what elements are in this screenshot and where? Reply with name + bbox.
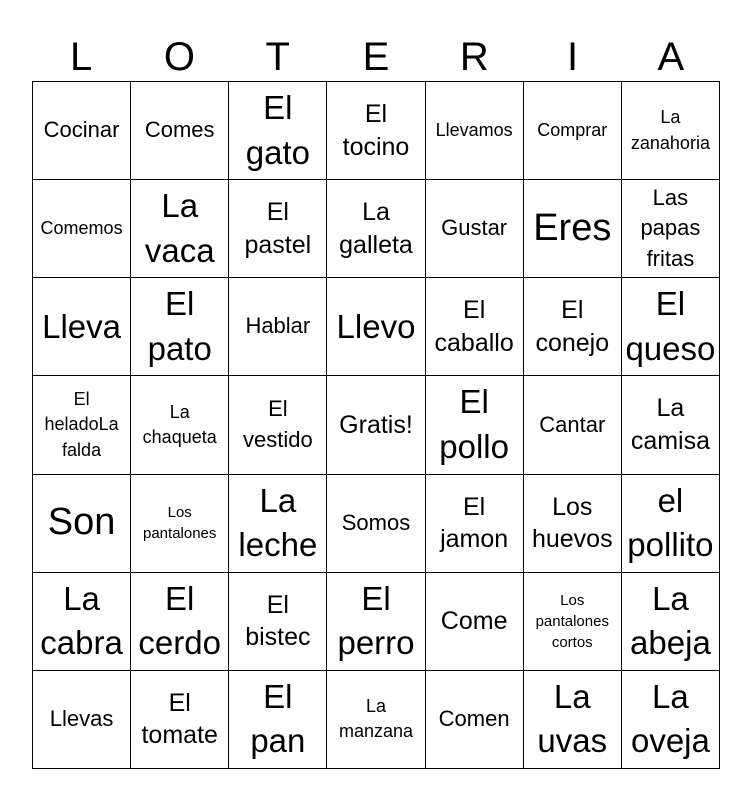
board-title: [32, 32, 720, 82]
bingo-cell[interactable]: El queso: [622, 278, 720, 376]
bingo-cell[interactable]: Llevas: [33, 671, 131, 769]
bingo-cell[interactable]: Eres: [524, 180, 622, 278]
bingo-cell[interactable]: El tocino: [327, 82, 425, 180]
bingo-cell[interactable]: Comprar: [524, 82, 622, 180]
bingo-cell[interactable]: Comes: [131, 82, 229, 180]
bingo-cell[interactable]: La camisa: [622, 376, 720, 474]
bingo-cell[interactable]: Come: [426, 573, 524, 671]
bingo-cell[interactable]: La leche: [229, 475, 327, 573]
bingo-cell[interactable]: El conejo: [524, 278, 622, 376]
bingo-cell[interactable]: El cerdo: [131, 573, 229, 671]
bingo-cell[interactable]: Los huevos: [524, 475, 622, 573]
bingo-cell[interactable]: Gustar: [426, 180, 524, 278]
bingo-cell[interactable]: El pan: [229, 671, 327, 769]
bingo-cell[interactable]: El heladoLa falda: [33, 376, 131, 474]
bingo-cell[interactable]: La cabra: [33, 573, 131, 671]
bingo-cell[interactable]: El pastel: [229, 180, 327, 278]
bingo-cell[interactable]: Las papas fritas: [622, 180, 720, 278]
bingo-cell[interactable]: El perro: [327, 573, 425, 671]
bingo-cell[interactable]: Gratis!: [327, 376, 425, 474]
bingo-cell[interactable]: El pollo: [426, 376, 524, 474]
bingo-cell[interactable]: La manzana: [327, 671, 425, 769]
bingo-cell[interactable]: Son: [33, 475, 131, 573]
title-letter: O: [163, 35, 195, 79]
title-letter: E: [362, 35, 390, 79]
bingo-cell[interactable]: Los pantalones: [131, 475, 229, 573]
bingo-cell[interactable]: Lleva: [33, 278, 131, 376]
bingo-cell[interactable]: Somos: [327, 475, 425, 573]
title-letter: R: [459, 35, 489, 79]
bingo-cell[interactable]: La uvas: [524, 671, 622, 769]
bingo-cell[interactable]: Comemos: [33, 180, 131, 278]
bingo-cell[interactable]: Hablar: [229, 278, 327, 376]
bingo-cell[interactable]: La abeja: [622, 573, 720, 671]
bingo-cell[interactable]: Llevo: [327, 278, 425, 376]
bingo-cell[interactable]: Cocinar: [33, 82, 131, 180]
bingo-cell[interactable]: El jamon: [426, 475, 524, 573]
bingo-cell[interactable]: Comen: [426, 671, 524, 769]
title-letter: I: [567, 35, 579, 79]
bingo-cell[interactable]: El gato: [229, 82, 327, 180]
bingo-cell[interactable]: Los pantalones cortos: [524, 573, 622, 671]
bingo-cell[interactable]: El tomate: [131, 671, 229, 769]
bingo-cell[interactable]: Cantar: [524, 376, 622, 474]
title-letter: A: [657, 35, 685, 79]
title-letter: L: [70, 35, 93, 79]
bingo-cell[interactable]: El pato: [131, 278, 229, 376]
bingo-cell[interactable]: El caballo: [426, 278, 524, 376]
bingo-cell[interactable]: Llevamos: [426, 82, 524, 180]
bingo-cell[interactable]: La galleta: [327, 180, 425, 278]
bingo-cell[interactable]: La zanahoria: [622, 82, 720, 180]
bingo-board: [32, 81, 720, 769]
bingo-cell[interactable]: El bistec: [229, 573, 327, 671]
bingo-cell[interactable]: el pollito: [622, 475, 720, 573]
bingo-cell[interactable]: La chaqueta: [131, 376, 229, 474]
bingo-cell[interactable]: La oveja: [622, 671, 720, 769]
bingo-cell[interactable]: La vaca: [131, 180, 229, 278]
bingo-cell[interactable]: El vestido: [229, 376, 327, 474]
title-letter: T: [265, 35, 290, 79]
